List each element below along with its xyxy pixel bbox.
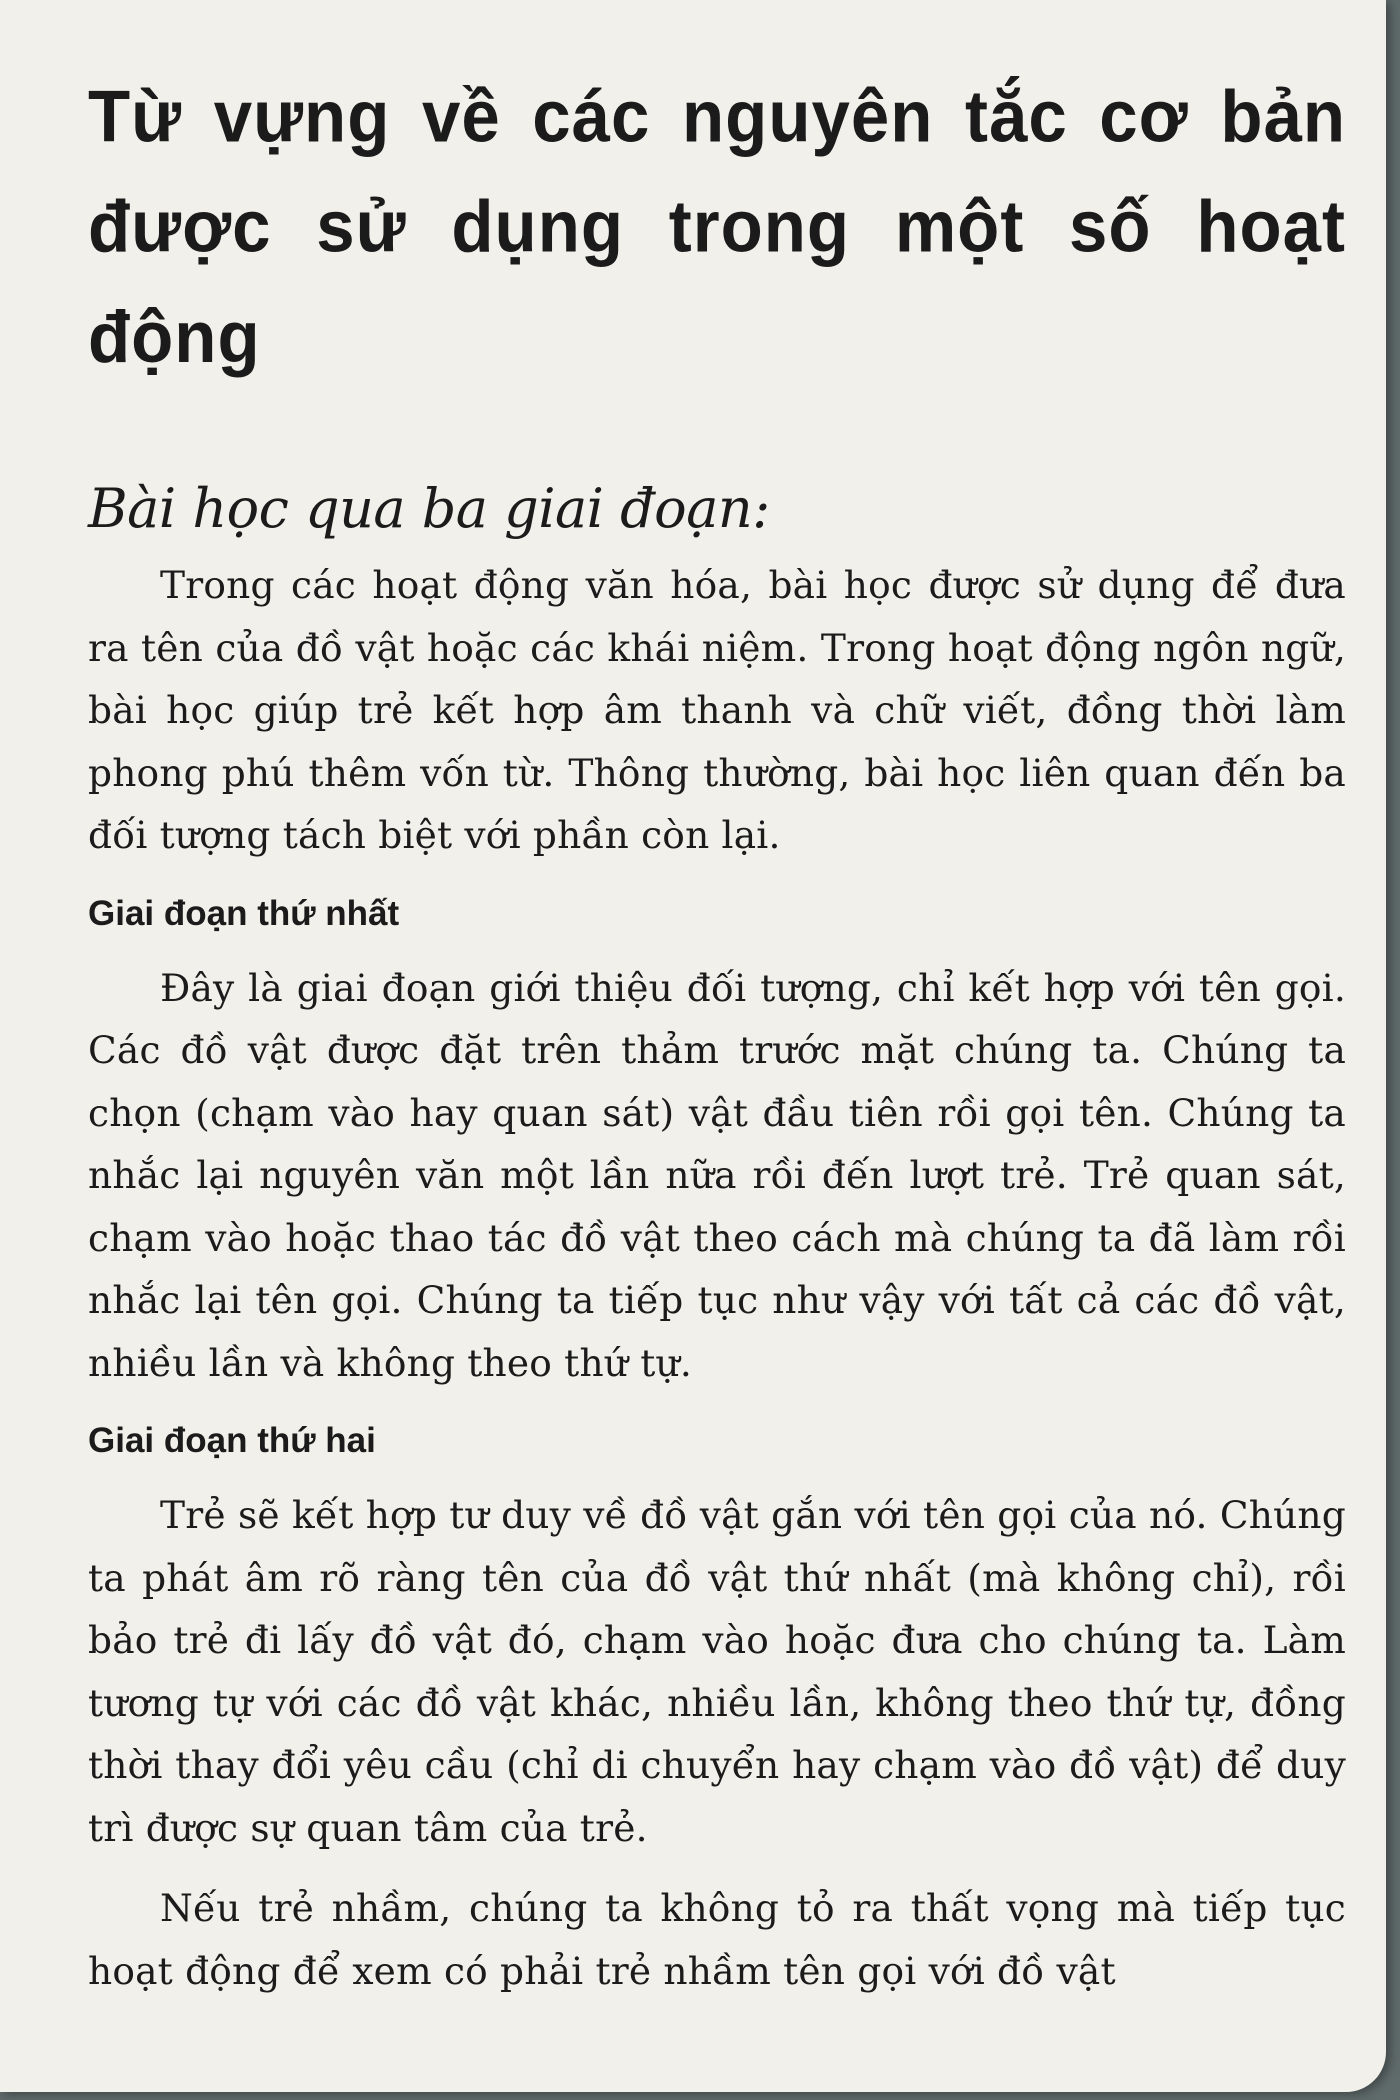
stage-1-paragraph (88, 957, 1346, 1395)
page-title-line-1: Từ vựng về các nguyên tắc cơ bản (88, 75, 1346, 158)
stage-2-paragraph-2 (88, 1877, 1346, 2002)
stage-2-heading: Giai đoạn thứ hai (88, 1421, 376, 1460)
intro-text: Trong các hoạt động văn hóa, bài học được sử dụng để đưa ra tên của đồ vật hoặc các khái niệm. Trong hoạt động ngôn ngữ, bài học giúp trẻ kết hợp âm thanh và chữ viết, đồng thời làm phong phú thêm vốn từ. Thông thường, bài học liên quan đến ba đối tượng tách biệt với phần còn lại. (88, 563, 1346, 857)
stage-2-text-2: Nếu trẻ nhầm, chúng ta không tỏ ra thất vọng mà tiếp tục hoạt động để xem có phải trẻ nhầm tên gọi với đồ vật (88, 1886, 1346, 1993)
stage-1-heading: Giai đoạn thứ nhất (88, 893, 400, 933)
page-content (88, 62, 1346, 2002)
lesson-heading: Bài học qua ba giai đoạn: (88, 477, 770, 540)
page-title (88, 62, 1346, 393)
intro-paragraph (88, 554, 1346, 867)
stage-2-paragraph-1 (88, 1484, 1346, 1859)
stage-1-text: Đây là giai đoạn giới thiệu đối tượng, chỉ kết hợp với tên gọi. Các đồ vật được đặt trên thảm trước mặt chúng ta. Chúng ta chọn (chạm vào hay quan sát) vật đầu tiên rồi gọi tên. Chúng ta nhắc lại nguyên văn một lần nữa rồi đến lượt trẻ. Trẻ quan sát, chạm vào hoặc thao tác đồ vật theo cách mà chúng ta đã làm rồi nhắc lại tên gọi. Chúng ta tiếp tục như vậy với tất cả các đồ vật, nhiều lần và không theo thứ tự. (88, 965, 1346, 1385)
stage-2-text-1: Trẻ sẽ kết hợp tư duy về đồ vật gắn với tên gọi của nó. Chúng ta phát âm rõ ràng tên của đồ vật thứ nhất (mà không chỉ), rồi bảo trẻ đi lấy đồ vật đó, chạm vào hoặc đưa cho chúng ta. Làm tương tự với các đồ vật khác, nhiều lần, không theo thứ tự, đồng thời thay đổi yêu cầu (chỉ di chuyển hay chạm vào đồ vật) để duy trì được sự quan tâm của trẻ. (88, 1493, 1346, 1850)
page-title-line-2: được sử dụng trong một số hoạt động (88, 186, 1346, 378)
